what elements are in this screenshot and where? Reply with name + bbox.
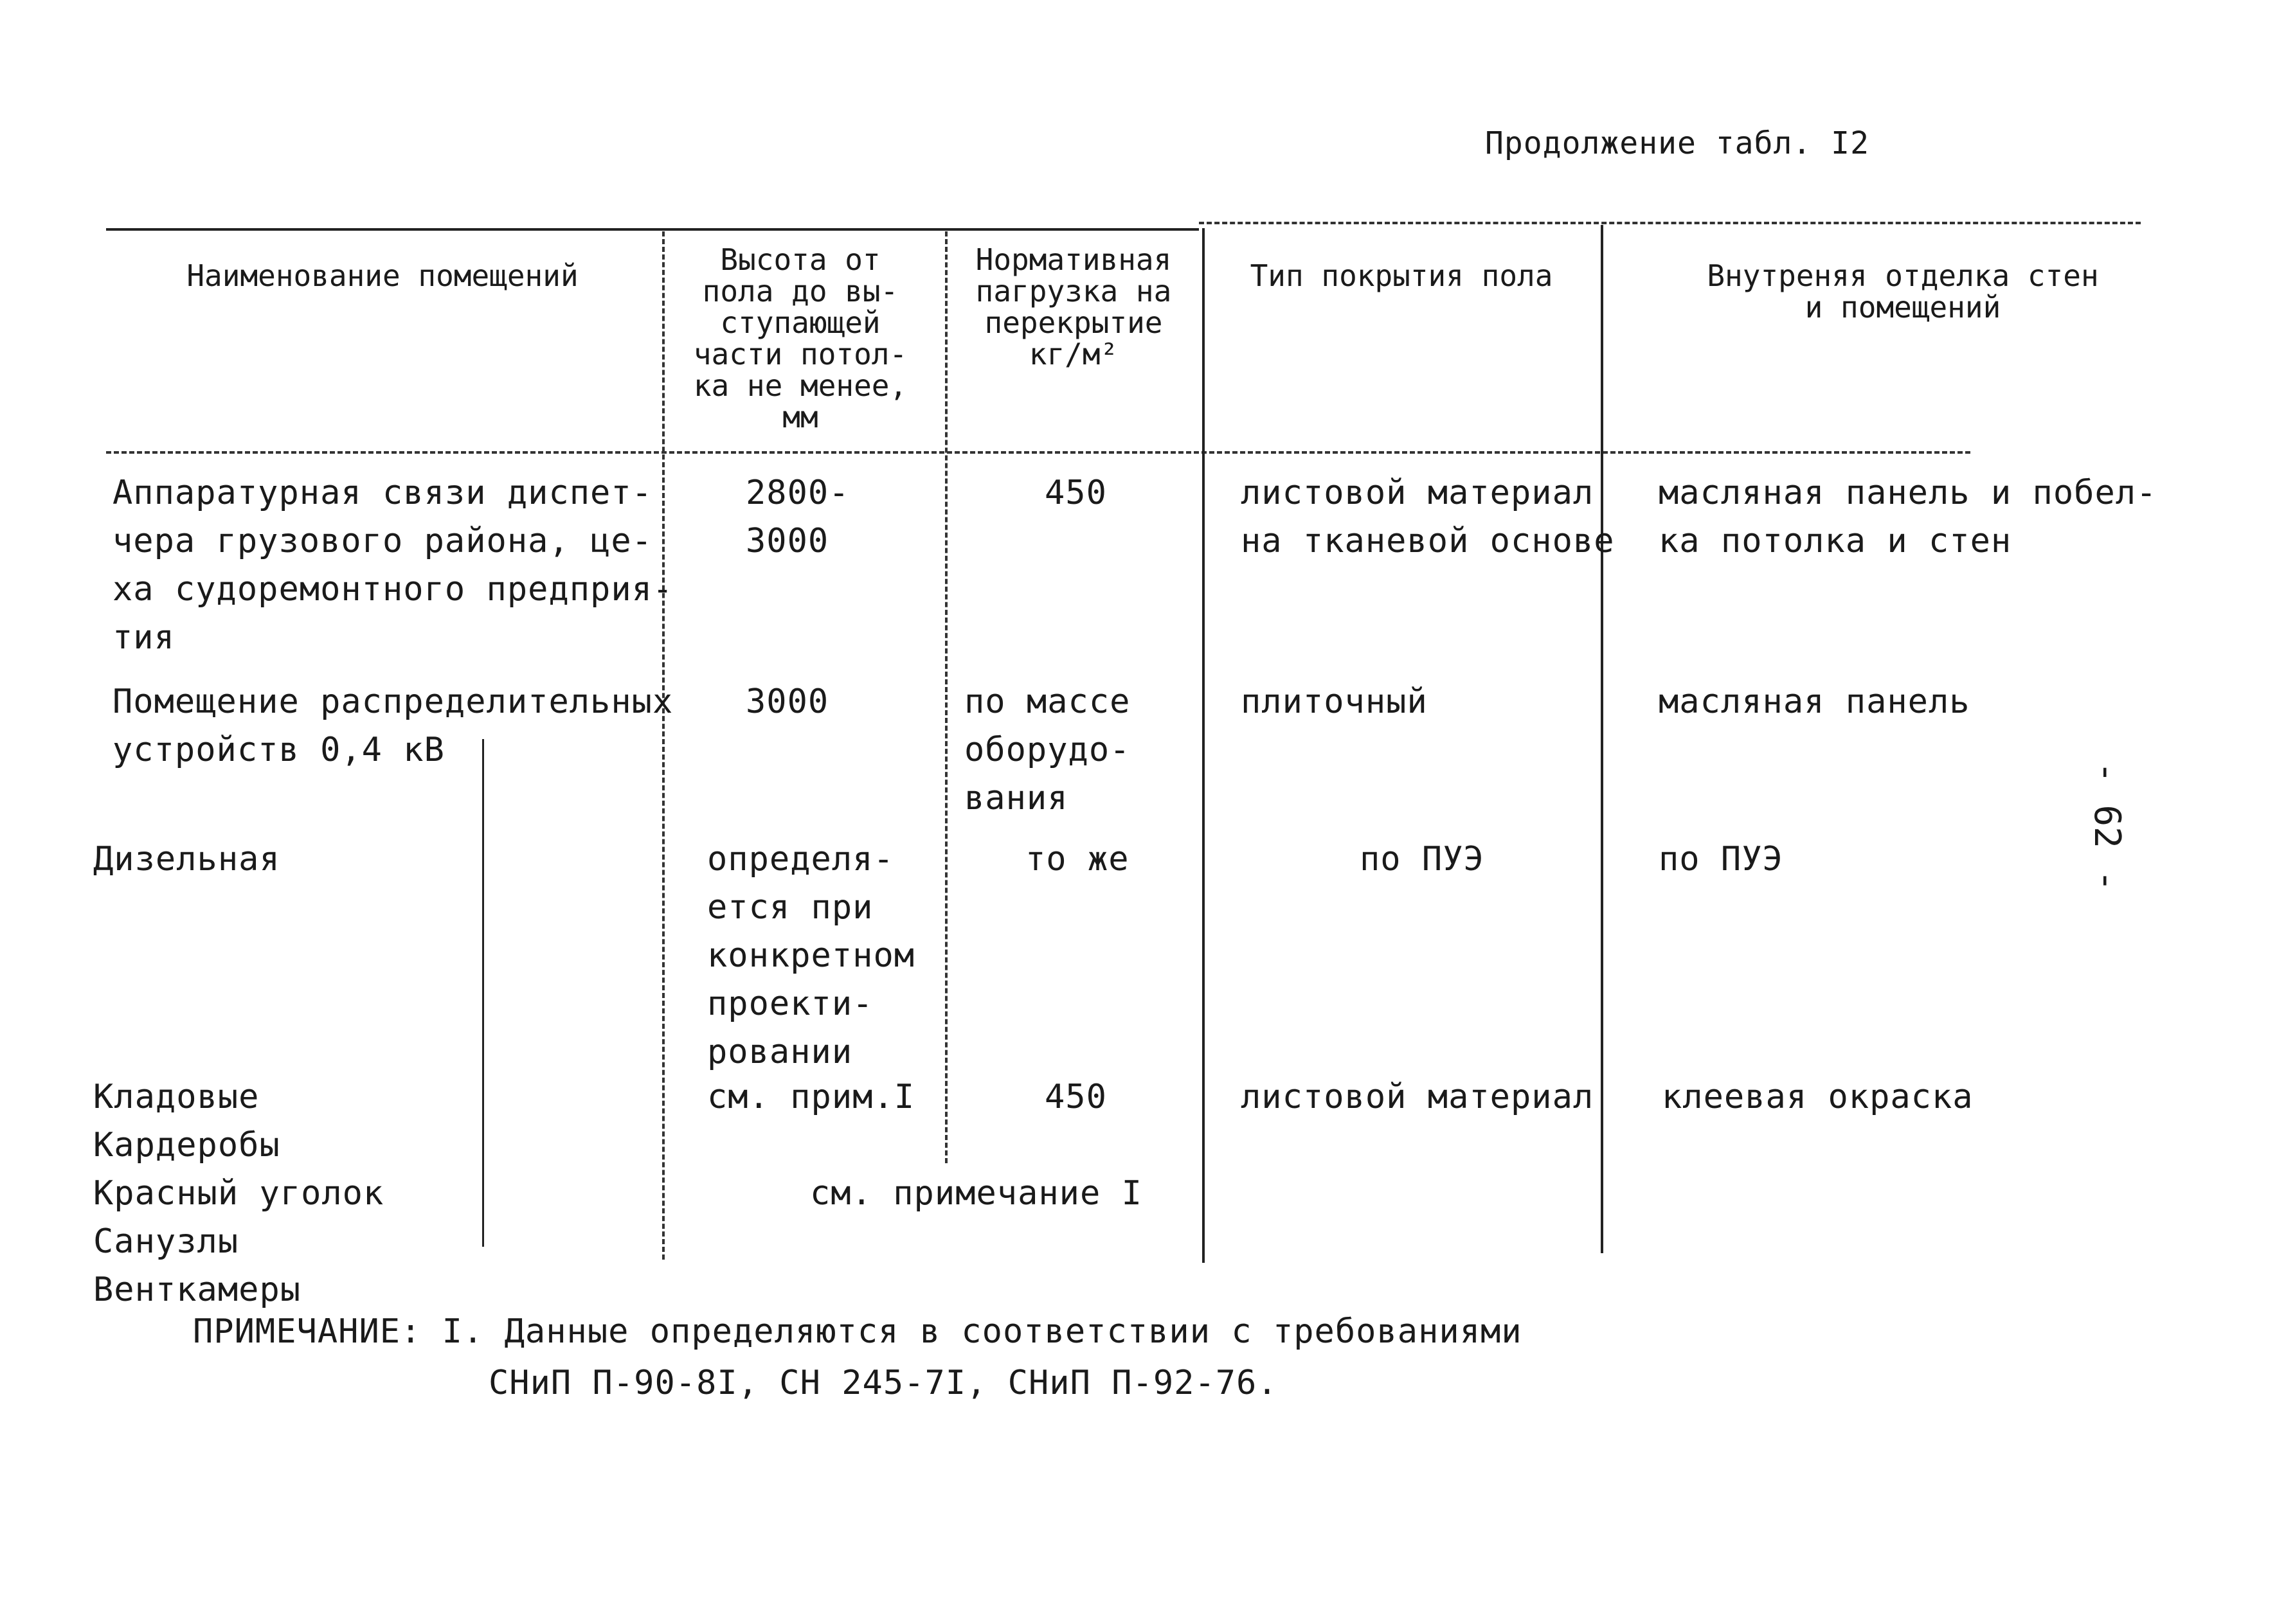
col-divider-name [482,739,484,1247]
row1-height: 2800- 3000 [746,474,850,560]
header-name: Наименование помещений [186,258,579,293]
table-top-rule-right [1199,222,2141,226]
col-divider-2 [945,231,948,1163]
table-caption: Продолжение табл. I2 [1485,125,1869,161]
row4-walls: клеевая окраска [1662,1078,1974,1116]
table-top-rule [106,228,1199,231]
row5-merged: см. примечание I [810,1174,1142,1213]
row1-floor: листовой материал на тканевой основе [1241,474,1615,560]
row3-name: Дизельная [93,840,280,879]
row4-load: 450 [1045,1078,1107,1116]
row1-name: Аппаратурная связи диспет- чера грузового района, це- ха судоремонтного предприя- тия [113,474,674,657]
row2-height: 3000 [746,683,829,721]
col-divider-3 [1202,228,1205,1263]
row2-floor: плиточный [1241,683,1428,721]
header-height: Высота от пола до вы- ступающей части потол- ка не менее, мм [693,242,908,434]
row3-load: то же [1025,840,1130,879]
row4-name: Кладовые Кардеробы [93,1078,280,1164]
note-line-1: ПРИМЕЧАНИЕ: I. Данные определяются в соответствии с требованиями [193,1312,1522,1351]
row4-floor: листовой материал [1241,1078,1594,1116]
page-number: - 62 - [2086,762,2128,892]
row1-load: 450 [1045,474,1107,512]
note-line-2: СНиП П-90-8I, СН 245-7I, СНиП П-92-76. [489,1364,1278,1402]
row2-walls: масляная панель [1659,683,1970,721]
row3-floor: по ПУЭ [1360,840,1484,879]
row2-name: Помещение распределительных устройств 0,4 кВ [113,683,674,769]
row1-walls: масляная панель и побел- ка потолка и стен [1659,474,2157,560]
row4-height: см. прим.I [707,1078,915,1116]
header-load: Нормативная пагрузка на перекрытие кг/м² [975,242,1172,371]
col-divider-4 [1601,225,1603,1253]
header-bottom-rule [106,451,1970,456]
row3-height: определя- ется при конкретном проекти- ровании [707,840,915,1071]
row5-name: Красный уголок Санузлы Венткамеры [93,1174,384,1309]
row2-load: по массе оборудо- вания [964,683,1131,817]
row3-walls: по ПУЭ [1659,840,1783,879]
header-floor: Тип покрытия пола [1250,258,1553,293]
header-walls: Внутреняя отделка стен и помещений [1707,258,2099,325]
